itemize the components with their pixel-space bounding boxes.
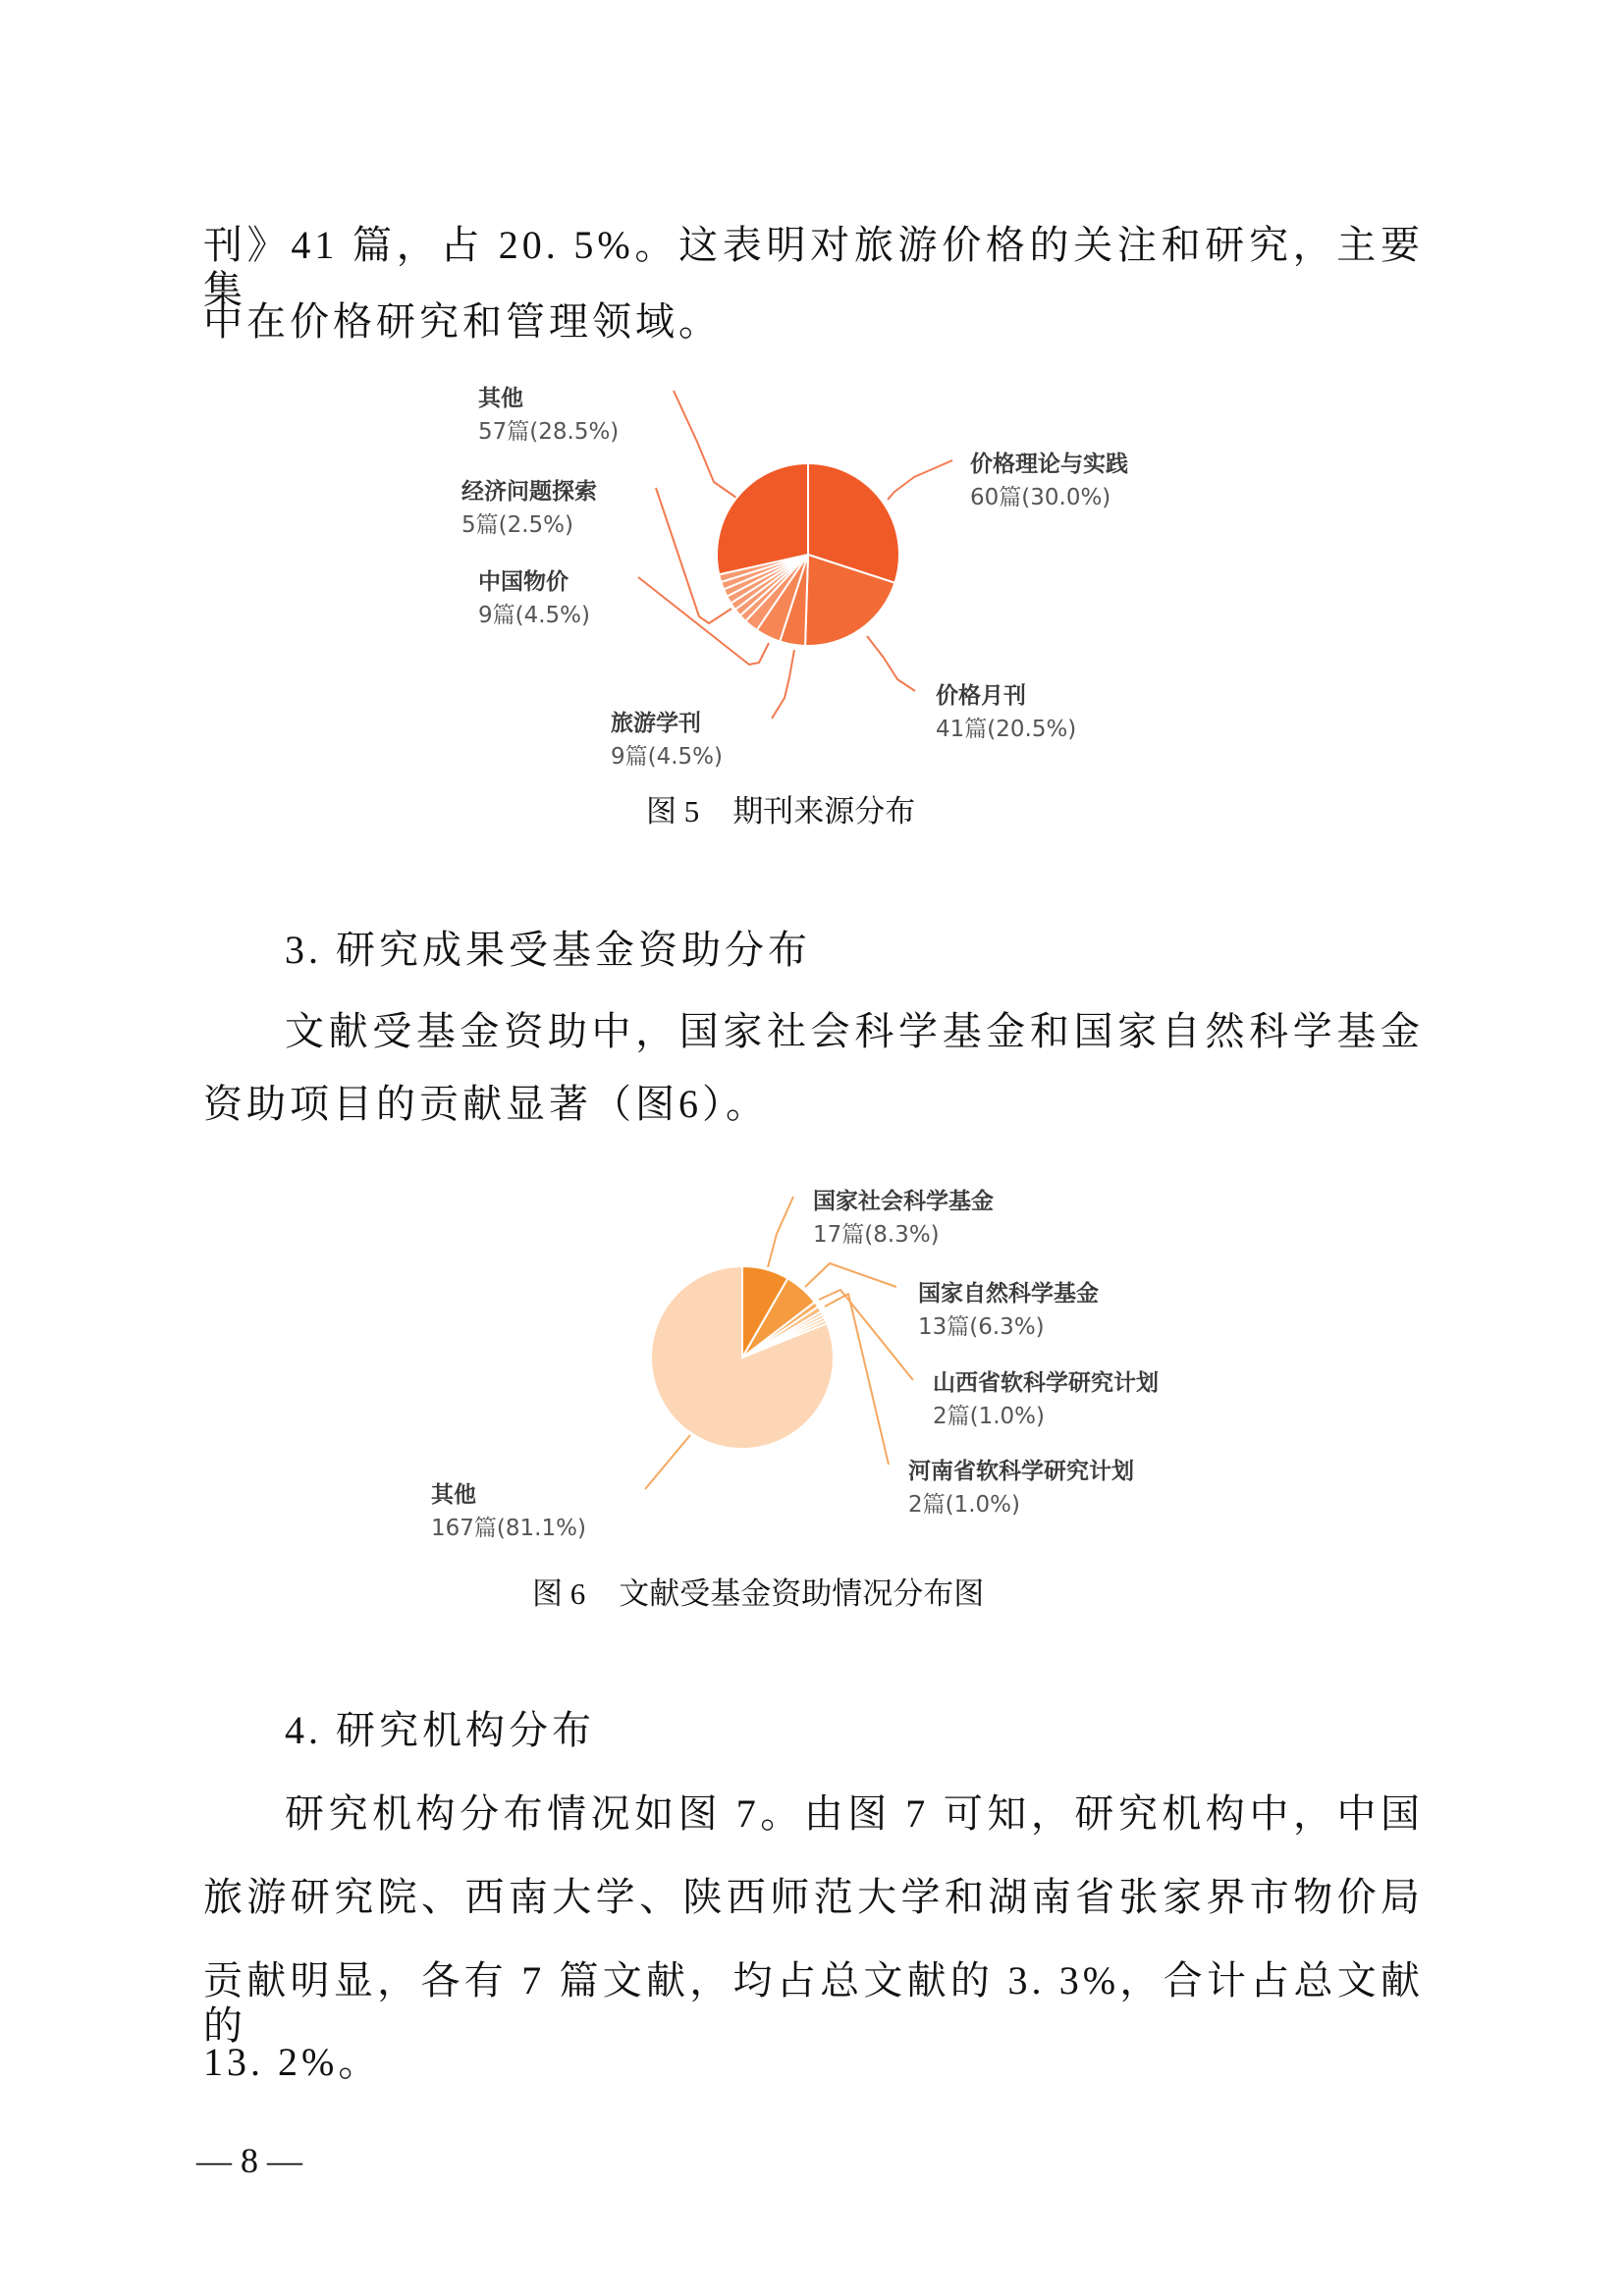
pie-label-value: 9篇(4.5%) [478, 603, 591, 628]
pie-label-name: 国家自然科学基金 [918, 1281, 1099, 1307]
pie-leader-line [772, 650, 794, 719]
pie-label-value: 167篇(81.1%) [431, 1516, 586, 1541]
pie-chart-funding [412, 1168, 1257, 1561]
pie-leader-line [768, 1197, 793, 1267]
pie-label-value: 9篇(4.5%) [611, 744, 724, 770]
pie-label-value: 13篇(6.3%) [918, 1314, 1045, 1340]
pie-label-name: 其他 [478, 386, 523, 411]
pie-label-name: 旅游学刊 [611, 711, 701, 736]
body-text-line: 旅游研究院、西南大学、陕西师范大学和湖南省张家界市物价局 [203, 1875, 1424, 1919]
pie-label [431, 1478, 586, 1545]
pie-label [611, 707, 723, 774]
pie-label-name: 国家社会科学基金 [813, 1189, 994, 1214]
pie-leader-line [674, 391, 736, 498]
pie-leader-line [888, 460, 952, 500]
pie-label-name: 山西省软科学研究计划 [933, 1370, 1159, 1396]
pie-label [461, 475, 597, 542]
pie-label-value: 17篇(8.3%) [813, 1222, 940, 1248]
pie-leader-line [825, 1294, 889, 1465]
pie-label-name: 价格月刊 [936, 683, 1026, 709]
pie-label [478, 565, 590, 632]
body-text-line: 刊》41 篇，占 20. 5%。这表明对旅游价格的关注和研究，主要集 [203, 223, 1424, 312]
pie-label-value: 2篇(1.0%) [908, 1492, 1021, 1518]
pie-label [813, 1185, 994, 1252]
page-number: — 8 — [196, 2141, 302, 2180]
pie-label [908, 1455, 1134, 1522]
pie-slice [717, 463, 808, 574]
figure-number: 图 6 [532, 1576, 586, 1611]
figure-title: 期刊来源分布 [732, 794, 916, 829]
figure-number: 图 5 [646, 794, 700, 828]
pie-label [970, 448, 1128, 514]
pie-label-name: 其他 [431, 1482, 476, 1508]
figure-caption [646, 793, 915, 830]
pie-chart-journal-sources [412, 373, 1257, 785]
pie-label-value: 60篇(30.0%) [970, 485, 1111, 510]
pie-leader-line [805, 1263, 896, 1287]
pie-label [918, 1277, 1099, 1344]
pie-label [478, 382, 619, 449]
body-text-line: 文献受基金资助中，国家社会科学基金和国家自然科学基金 [285, 1009, 1424, 1053]
pie-label-value: 2篇(1.0%) [933, 1404, 1046, 1429]
pie-label-name: 价格理论与实践 [970, 452, 1128, 477]
pie-leader-line [645, 1435, 690, 1489]
pie-label-name: 经济问题探索 [461, 479, 597, 505]
body-text-line: 13. 2%。 [203, 2040, 382, 2084]
pie-label-value: 41篇(20.5%) [936, 717, 1077, 742]
pie-label [936, 679, 1076, 746]
section-heading: 3. 研究成果受基金资助分布 [285, 928, 811, 972]
section-heading: 4. 研究机构分布 [285, 1708, 595, 1752]
pie-label-value: 57篇(28.5%) [478, 419, 620, 445]
body-text-line: 资助项目的贡献显著（图6）。 [203, 1082, 769, 1126]
figure-title: 文献受基金资助情况分布图 [619, 1576, 985, 1612]
pie-label-name: 河南省软科学研究计划 [908, 1459, 1134, 1484]
pie-label-value: 5篇(2.5%) [461, 512, 574, 538]
pie-label [933, 1366, 1159, 1433]
pie-leader-line [867, 636, 915, 691]
figure-caption [532, 1575, 984, 1613]
body-text-line: 中在价格研究和管理领域。 [203, 299, 722, 344]
pie-label-name: 中国物价 [478, 569, 568, 595]
body-text-line: 研究机构分布情况如图 7。由图 7 可知，研究机构中，中国 [285, 1791, 1424, 1836]
body-text-line: 贡献明显，各有 7 篇文献，均占总文献的 3. 3%，合计占总文献的 [203, 1958, 1424, 2048]
